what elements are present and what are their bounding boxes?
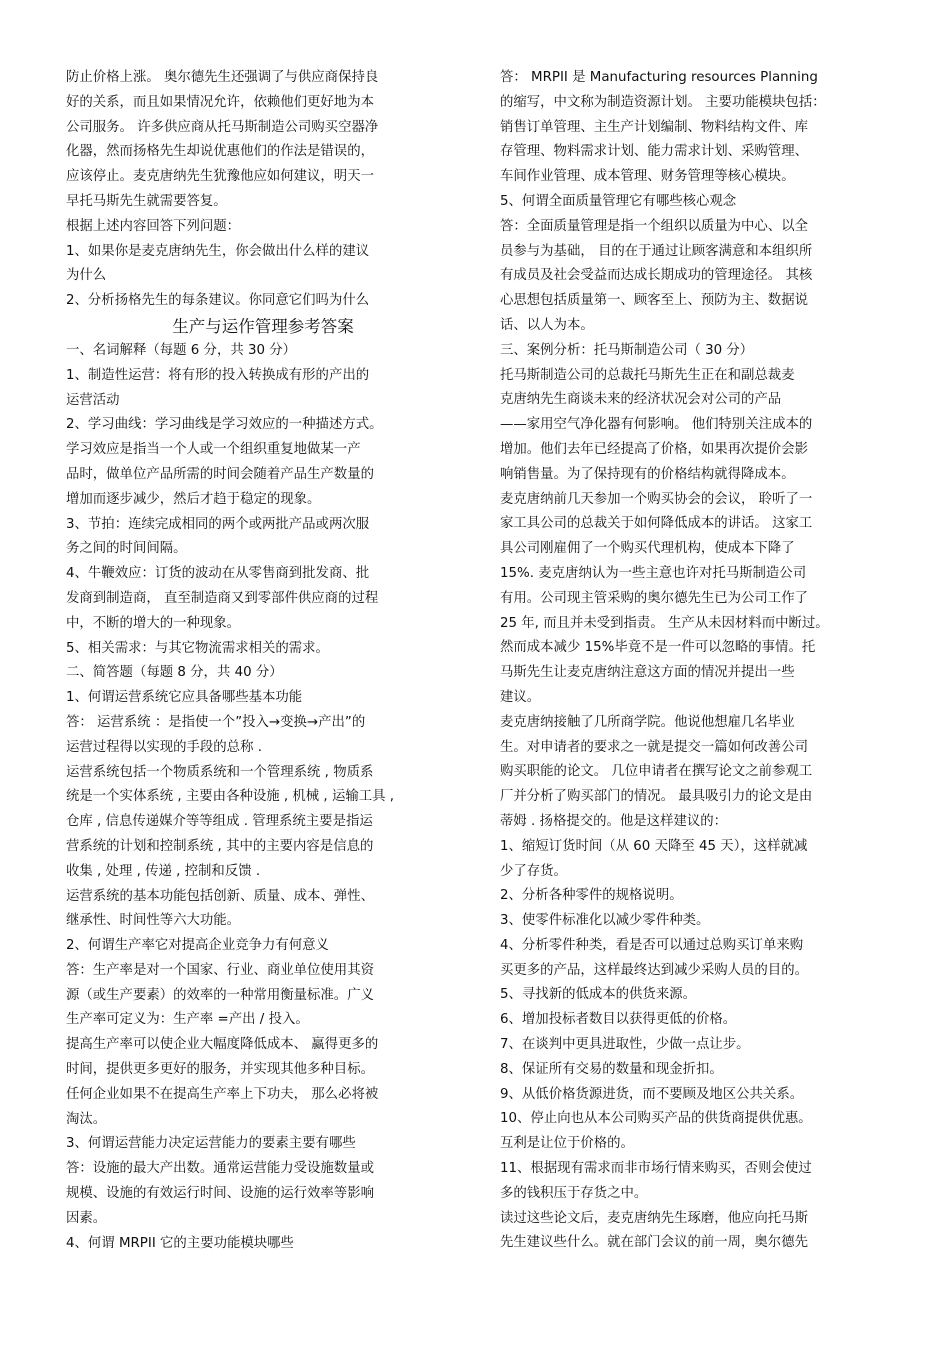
text-line: 5、何谓全面质量管理它有哪些核心观念 [500, 193, 737, 209]
text-line: 源（或生产要素）的效率的一种常用衡量标准。广义 [66, 987, 374, 1003]
text-line: 有用。公司现主管采购的奥尔德先生已为公司工作了 [500, 590, 808, 606]
text-line: 3、节拍：连续完成相同的两个或两批产品或两次服 [66, 516, 370, 532]
text-line: 1、何谓运营系统它应具备哪些基本功能 [66, 690, 303, 706]
text-line: 建议。 [500, 689, 541, 705]
text-line: 心思想包括质量第一、顾客至上、预防为主、数据说 [500, 293, 808, 309]
text-line: 因素。 [66, 1210, 107, 1226]
text-line: 二、简答题（每题 8 分，共 40 分） [66, 665, 283, 681]
left-column [66, 66, 460, 1256]
text-line: 2、分析各种零件的规格说明。 [500, 888, 683, 904]
answer-title: 生产与运作管理参考答案 [172, 316, 354, 336]
text-line: 家工具公司的总裁关于如何降低成本的讲话。 这家工 [500, 516, 813, 532]
text-line: 3、何谓运营能力决定运营能力的要素主要有哪些 [66, 1136, 356, 1152]
text-line: 25 年, 而且并未受到指责。 生产从未因材料而中断过。 [500, 615, 829, 631]
text-line: 9、从低价格货源进货，而不要顾及地区公共关系。 [500, 1086, 804, 1102]
text-line: 应该停止。麦克唐纳先生犹豫他应如何建议，明天一 [66, 169, 374, 185]
text-line: 响销售量。为了保持现有的价格结构就得降成本。 [500, 466, 795, 482]
text-line: 蒂姆 . 扬格提交的。他是这样建议的： [500, 813, 728, 829]
text-line: 10、停止向也从本公司购买产品的供货商提供优惠。 [500, 1111, 812, 1127]
text-line: 统是一个实体系统 , 主要由各种设施 , 机械 , 运输工具 , [66, 789, 395, 805]
text-line: 5、相关需求：与其它物流需求相关的需求。 [66, 640, 329, 656]
text-line: 一、名词解释（每题 6 分，共 30 分） [66, 342, 297, 358]
text-line: 然而成本减少 15%毕竟不是一件可以忽略的事情。托 [500, 640, 816, 656]
text-line: 互利是让位于价格的。 [500, 1136, 634, 1152]
text-line: 运营活动 [66, 392, 120, 408]
text-line: 存管理、物料需求计划、能力需求计划、采购管理、 [500, 144, 808, 160]
text-line: 答：生产率是对一个国家、行业、商业单位使用其资 [66, 962, 374, 978]
right-column [500, 66, 890, 1256]
text-line: 4、分析零件种类，看是否可以通过总购买订单来购 [500, 937, 804, 953]
text-line: 提高生产率可以使企业大幅度降低成本、 赢得更多的 [66, 1037, 379, 1053]
text-line: 防止价格上涨。 奥尔德先生还强调了与供应商保持良 [66, 70, 379, 85]
text-line: 早托马斯先生就需要答复。 [66, 193, 227, 209]
text-line: 生产率可定义为：生产率 =产出 / 投入。 [66, 1012, 309, 1028]
text-line: 好的关系，而且如果情况允许，依赖他们更好地为本 [66, 94, 374, 110]
text-line: 运营过程得以实现的手段的总称 . [66, 739, 262, 755]
text-line: 车间作业管理、成本管理、财务管理等核心模块。 [500, 169, 795, 185]
text-line: 生。对申请者的要求之一就是提交一篇如何改善公司 [500, 739, 808, 755]
text-line: 多的钱积压于存货之中。 [500, 1185, 648, 1201]
text-line: 2、学习曲线：学习曲线是学习效应的一种描述方式。 [66, 417, 383, 433]
text-line: 仓库 , 信息传递媒介等等组成 . 管理系统主要是指运 [66, 814, 373, 830]
text-line: ——家用空气净化器有何影响。 他们特别关注成本的 [500, 417, 813, 433]
text-line: 答： MRPII 是 Manufacturing resources Planning [500, 70, 818, 85]
text-line: 少了存货。 [500, 863, 567, 879]
text-line: 收集 , 处理 , 传递 , 控制和反馈 . [66, 863, 261, 879]
text-line: 化器，然而扬格先生却说优惠他们的作法是错误的， [66, 144, 374, 160]
text-line: 麦克唐纳接触了几所商学院。他说他想雇几名毕业 [500, 714, 795, 730]
text-line: 4、何谓 MRPII 它的主要功能模块哪些 [66, 1235, 294, 1251]
text-line: 3、使零件标准化以减少零件种类。 [500, 913, 710, 929]
text-line: 克唐纳先生商谈未来的经济状况会对公司的产品 [500, 392, 782, 408]
text-line: 7、在谈判中更具进取性，少做一点让步。 [500, 1037, 750, 1053]
text-line: 公司服务。 许多供应商从托马斯制造公司购买空器净 [66, 119, 379, 135]
text-line: 答： 运营系统 ：是指使一个”投入→变换→产出”的 [66, 714, 366, 730]
text-line: 淘汰。 [66, 1111, 107, 1127]
text-line: 营系统的计划和控制系统 , 其中的主要内容是信息的 [66, 838, 374, 854]
text-line: 1、缩短订货时间（从 60 天降至 45 天），这样就减 [500, 838, 808, 854]
text-line: 学习效应是指当一个人或一个组织重复地做某一产 [66, 442, 361, 458]
text-line: 具公司刚雇佣了一个购买代理机构，使成本下降了 [500, 541, 795, 557]
text-line: 1、如果你是麦克唐纳先生，你会做出什么样的建议 [66, 243, 370, 259]
text-line: 有成员及社会受益而达成长期成功的管理途径。 其核 [500, 268, 813, 284]
text-line: 2、分析扬格先生的每条建议。你同意它们吗为什么 [66, 293, 370, 309]
text-line: 4、牛鞭效应：订货的波动在从零售商到批发商、批 [66, 566, 370, 582]
text-line: 2、何谓生产率它对提高企业竞争力有何意义 [66, 938, 329, 954]
text-line: 增加。他们去年已经提高了价格，如果再次提价会影 [500, 441, 808, 457]
text-line: 销售订单管理、主生产计划编制、物料结构文件、库 [500, 119, 808, 135]
text-line: 规模、设施的有效运行时间、设施的运行效率等影响 [66, 1186, 374, 1202]
text-line: 读过这些论文后，麦克唐纳先生琢磨，他应向托马斯 [500, 1210, 808, 1226]
text-line: 1、制造性运营：将有形的投入转换成有形的产出的 [66, 367, 370, 383]
text-line: 中，不断的增大的一种现象。 [66, 615, 241, 631]
text-line: 马斯先生让麦克唐纳注意这方面的情况并提出一些 [500, 665, 795, 681]
text-line: 时间，提供更多更好的服务，并实现其他多种目标。 [66, 1062, 374, 1078]
text-line: 运营系统包括一个物质系统和一个管理系统 , 物质系 [66, 764, 374, 780]
text-line: 5、寻找新的低成本的供货来源。 [500, 987, 696, 1003]
text-line: 先生建议些什么。就在部门会议的前一周，奥尔德先 [500, 1235, 808, 1251]
text-line: 厂并分析了购买部门的情况。 最具吸引力的论文是由 [500, 789, 813, 805]
text-line: 话、以人为本。 [500, 317, 594, 333]
text-line: 15%. 麦克唐纳认为一些主意也许对托马斯制造公司 [500, 565, 807, 581]
text-line: 根据上述内容回答下列问题： [66, 218, 241, 234]
text-line: 运营系统的基本功能包括创新、质量、成本、弹性、 [66, 888, 374, 904]
text-line: 买更多的产品，这样最终达到减少采购人员的目的。 [500, 962, 808, 978]
text-line: 8、保证所有交易的数量和现金折扣。 [500, 1061, 723, 1077]
text-line: 品时，做单位产品所需的时间会随着产品生产数量的 [66, 466, 374, 482]
text-line: 麦克唐纳前几天参加一个购买协会的会议， 聆听了一 [500, 491, 813, 507]
text-line: 继承性、时间性等六大功能。 [66, 913, 241, 929]
text-line: 增加而逐步减少，然后才趋于稳定的现象。 [66, 491, 321, 507]
text-line: 的缩写，中文称为制造资源计划。 主要功能模块包括： [500, 94, 826, 110]
text-line: 任何企业如果不在提高生产率上下功夫， 那么必将被 [66, 1086, 379, 1102]
text-line: 答：设施的最大产出数。通常运营能力受设施数量或 [66, 1161, 374, 1177]
text-line: 发商到制造商， 直至制造商又到零部件供应商的过程 [66, 590, 379, 606]
text-line: 员参与为基础， 目的在于通过让顾客满意和本组织所 [500, 243, 813, 259]
text-line: 为什么 [66, 268, 107, 284]
text-line: 11、根据现有需求而非市场行情来购买，否则会使过 [500, 1161, 812, 1177]
text-line: 务之间的时间间隔。 [66, 541, 187, 557]
text-line: 三、案例分析：托马斯制造公司（ 30 分） [500, 342, 754, 358]
text-line: 购买职能的论文。 几位申请者在撰写论文之前参观工 [500, 764, 813, 780]
text-line: 6、增加投标者数目以获得更低的价格。 [500, 1012, 737, 1028]
text-line: 答：全面质量管理是指一个组织以质量为中心、以全 [500, 218, 808, 234]
text-line: 托马斯制造公司的总裁托马斯先生正在和副总裁麦 [500, 367, 795, 383]
